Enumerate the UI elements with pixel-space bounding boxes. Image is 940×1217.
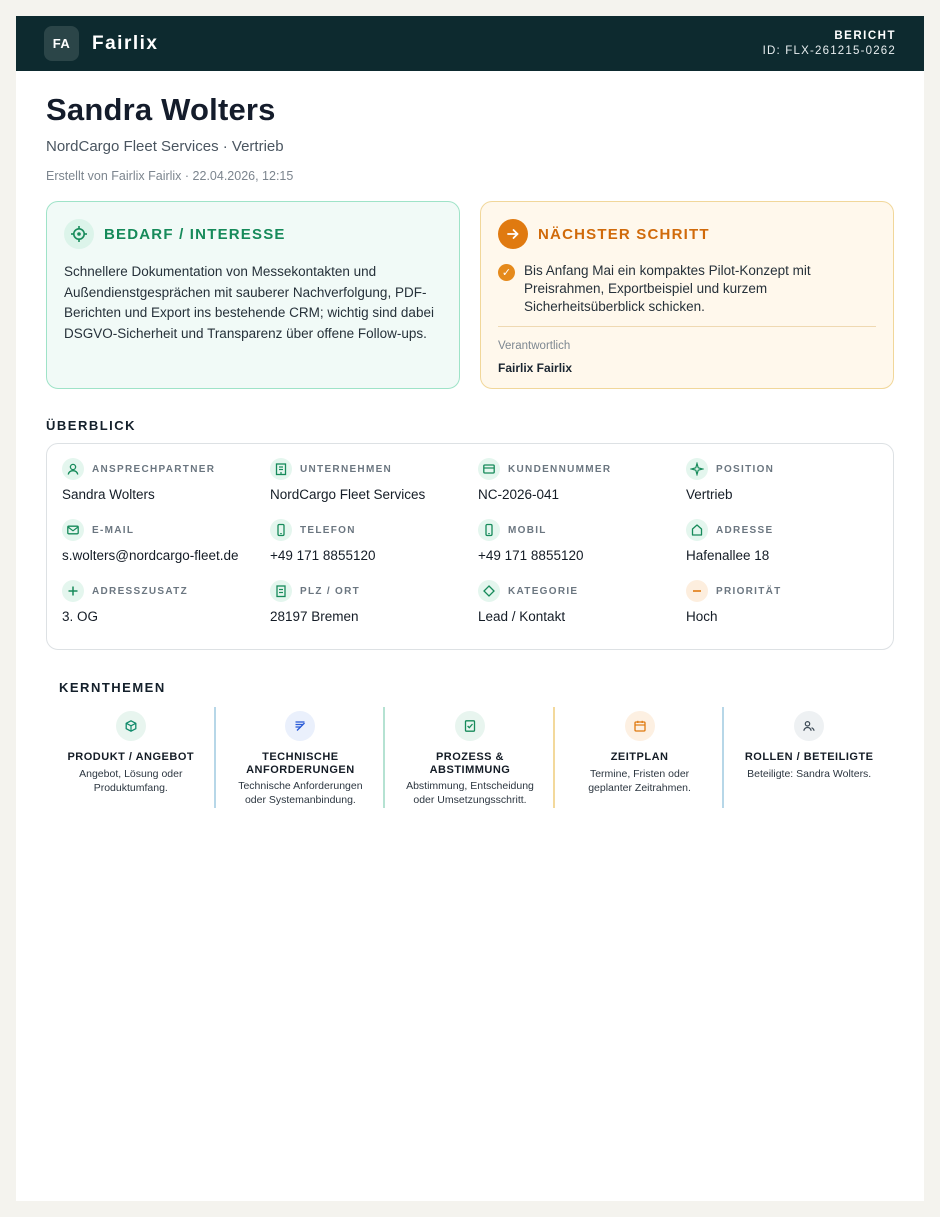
target-icon xyxy=(686,458,708,480)
id-card-icon xyxy=(478,458,500,480)
city-icon xyxy=(270,580,292,602)
overview-field-value: 28197 Bremen xyxy=(270,609,359,624)
need-card-title: BEDARF / INTERESSE xyxy=(104,225,286,243)
overview-field-label: MOBIL xyxy=(508,524,547,536)
overview-field-value: Hoch xyxy=(686,609,718,624)
overview-field-header xyxy=(686,519,874,541)
theme-name: TECHNISCHE ANFORDERUNGEN xyxy=(246,751,355,776)
need-card-text: Schnellere Dokumentation von Messekontakten und Außendienstgesprächen mit sauberer Nachverfolgung, PDF-Berichten und Export ins bestehende CRM; wichtig sind dabei DSGVO-Sicherheit und Transparenz über offene Follow-ups. xyxy=(64,264,434,341)
overview-field-value[interactable]: s.wolters@nordcargo-fleet.de xyxy=(62,548,239,563)
overview-field-header xyxy=(62,519,270,541)
report-meta xyxy=(763,30,896,57)
minus-icon xyxy=(686,580,708,602)
checklist-icon xyxy=(455,711,485,741)
theme-item xyxy=(216,707,386,807)
theme-name: PROZESS & ABSTIMMUNG xyxy=(429,751,511,776)
overview-field xyxy=(686,458,874,519)
next-step-card xyxy=(480,201,894,389)
themes-title: KERNTHEMEN xyxy=(59,680,166,695)
overview-field-label: PRIORITÄT xyxy=(716,585,782,597)
check-icon: ✓ xyxy=(498,264,515,281)
responsible-label: Verantwortlich xyxy=(498,340,571,352)
overview-field xyxy=(62,580,270,641)
diamond-icon xyxy=(478,580,500,602)
overview-field-value: NordCargo Fleet Services xyxy=(270,487,426,502)
theme-name: PRODUKT / ANGEBOT xyxy=(67,751,195,763)
overview-grid xyxy=(46,443,894,650)
theme-item xyxy=(555,707,725,807)
overview-field-label: KUNDENNUMMER xyxy=(508,463,612,475)
theme-description: Termine, Fristen oder geplanter Zeitrahmen. xyxy=(588,767,691,794)
overview-field-value: Hafenallee 18 xyxy=(686,548,770,563)
theme-item xyxy=(385,707,555,807)
wrench-icon xyxy=(285,711,315,741)
overview-field-value: Vertrieb xyxy=(686,487,733,502)
overview-field-header xyxy=(478,458,686,480)
overview-field-label: ADRESSE xyxy=(716,524,774,536)
overview-field xyxy=(270,580,478,641)
report-id: ID: FLX-261215-0262 xyxy=(762,45,896,57)
theme-name: ZEITPLAN xyxy=(610,751,669,763)
theme-name: ROLLEN / BETEILIGTE xyxy=(744,751,874,763)
overview-field-value: NC-2026-041 xyxy=(478,487,560,502)
overview-field-value: 3. OG xyxy=(62,609,99,624)
contact-name: Sandra Wolters xyxy=(46,92,276,127)
overview-field-label: UNTERNEHMEN xyxy=(300,463,393,475)
overview-field-label: E-MAIL xyxy=(92,524,135,536)
need-card xyxy=(46,201,460,389)
next-step-text: Bis Anfang Mai ein kompaktes Pilot-Konzept mit Preisrahmen, Exportbeispiel und kurzem Sicherheitsüberblick schicken. xyxy=(524,263,811,314)
plus-icon xyxy=(62,580,84,602)
overview-field-label: POSITION xyxy=(716,463,775,475)
logo: FA xyxy=(44,26,79,61)
arrow-right-icon xyxy=(498,219,528,249)
theme-description: Technische Anforderungen oder Systemanbindung. xyxy=(238,780,363,806)
overview-title: ÜBERBLICK xyxy=(46,418,137,433)
need-card-header xyxy=(64,219,442,249)
overview-field-label: PLZ / ORT xyxy=(300,585,361,597)
calendar-icon xyxy=(625,711,655,741)
overview-field-label: TELEFON xyxy=(300,524,356,536)
overview-field xyxy=(478,519,686,580)
overview-field-header xyxy=(270,458,478,480)
summary-cards xyxy=(46,201,894,389)
overview-field-header xyxy=(270,580,478,602)
overview-field-label: ANSPRECHPARTNER xyxy=(92,463,216,475)
box-icon xyxy=(116,711,146,741)
divider xyxy=(498,326,876,327)
overview-field xyxy=(686,519,874,580)
overview-field xyxy=(686,580,874,641)
overview-field-header xyxy=(686,580,874,602)
responsible-name: Fairlix Fairlix xyxy=(498,361,573,375)
home-icon xyxy=(686,519,708,541)
overview-field-header xyxy=(62,580,270,602)
theme-description: Angebot, Lösung oder Produktumfang. xyxy=(79,767,183,794)
overview-field xyxy=(270,519,478,580)
mail-icon xyxy=(62,519,84,541)
next-step-title: NÄCHSTER SCHRITT xyxy=(538,225,710,243)
overview-field xyxy=(478,580,686,641)
overview-field-value: Sandra Wolters xyxy=(62,487,155,502)
overview-field-value: Lead / Kontakt xyxy=(478,609,566,624)
overview-field-label: ADRESSZUSATZ xyxy=(92,585,188,597)
report-page xyxy=(16,16,924,1201)
theme-description: Abstimmung, Entscheidung oder Umsetzungsschritt. xyxy=(406,780,534,806)
building-icon xyxy=(270,458,292,480)
overview-field-label: KATEGORIE xyxy=(508,585,579,597)
report-content xyxy=(16,92,924,807)
overview-field-header xyxy=(686,458,874,480)
brand xyxy=(44,26,158,61)
theme-description: Beteiligte: Sandra Wolters. xyxy=(747,767,872,780)
next-step-item xyxy=(498,262,876,316)
next-step-header xyxy=(498,219,876,249)
theme-item xyxy=(46,707,216,807)
created-info: Erstellt von Fairlix Fairlix · 22.04.2026, 12:15 xyxy=(46,169,294,183)
person-icon xyxy=(62,458,84,480)
overview-field-header xyxy=(270,519,478,541)
overview-field-value[interactable]: +49 171 8855120 xyxy=(478,548,584,563)
mobile-icon xyxy=(478,519,500,541)
overview-field xyxy=(478,458,686,519)
overview-field xyxy=(62,458,270,519)
overview-field-value[interactable]: +49 171 8855120 xyxy=(270,548,376,563)
overview-field xyxy=(270,458,478,519)
people-icon xyxy=(794,711,824,741)
overview-field xyxy=(62,519,270,580)
brand-name: Fairlix xyxy=(92,32,159,54)
contact-subline: NordCargo Fleet Services · Vertrieb xyxy=(46,138,284,155)
report-label: BERICHT xyxy=(834,30,896,42)
phone-icon xyxy=(270,519,292,541)
target-icon xyxy=(64,219,94,249)
overview-field-header xyxy=(62,458,270,480)
overview-field-header xyxy=(478,519,686,541)
theme-item xyxy=(724,707,894,807)
overview-field-header xyxy=(478,580,686,602)
top-bar xyxy=(16,16,924,71)
themes-row xyxy=(46,707,894,807)
